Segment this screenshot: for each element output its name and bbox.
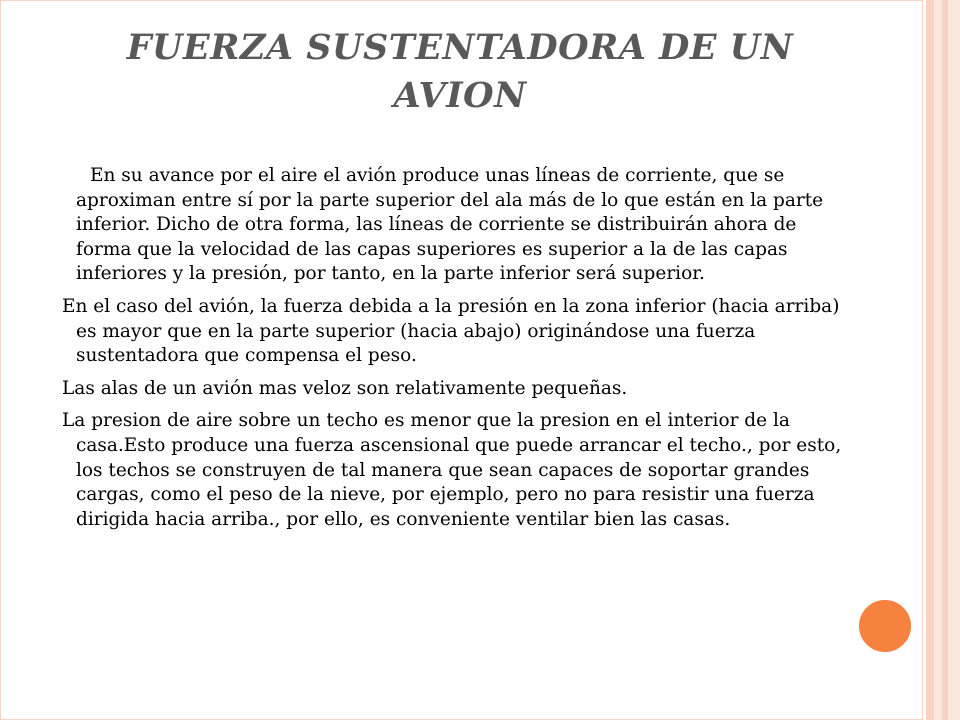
slide-body xyxy=(62,164,854,540)
paragraph-lift-explanation: En su avance por el aire el avión produce unas líneas de corriente, que se aproximan entre sí por la parte superior del ala más de lo que están en la parte inferior. Dicho de otra forma, las líneas de corriente se distribuirán ahora de forma que la velocidad de las capas superiores es superior a la de las capas inferiores y la presión, por tanto, en la parte inferior será superior. xyxy=(76,165,824,285)
decorative-circle-icon xyxy=(856,597,914,655)
paragraph-roof-pressure: La presion de aire sobre un techo es menor que la presion en el interior de la casa.Esto produce una fuerza ascensional que puede arrancar el techo., por esto, los techos se construyen de tal manera que sean capaces de soportar grandes cargas, como el peso de la nieve, por ejemplo, pero no para resistir una fuerza dirigida hacia arriba., por ello, es conveniente ventilar bien las casas. xyxy=(62,410,842,530)
decorative-stripe xyxy=(934,0,942,720)
decorative-stripe xyxy=(926,0,934,720)
paragraph-pressure-force: En el caso del avión, la fuerza debida a la presión en la zona inferior (hacia arriba) es mayor que en la parte superior (hacia abajo) originándose una fuerza sustentadora que compensa el peso. xyxy=(62,295,840,367)
paragraph-fast-plane-wings: Las alas de un avión mas veloz son relativamente pequeñas. xyxy=(62,377,628,399)
slide-title: FUERZA SUSTENTADORA DE UN AVION xyxy=(126,27,794,116)
decorative-stripe xyxy=(948,0,960,720)
